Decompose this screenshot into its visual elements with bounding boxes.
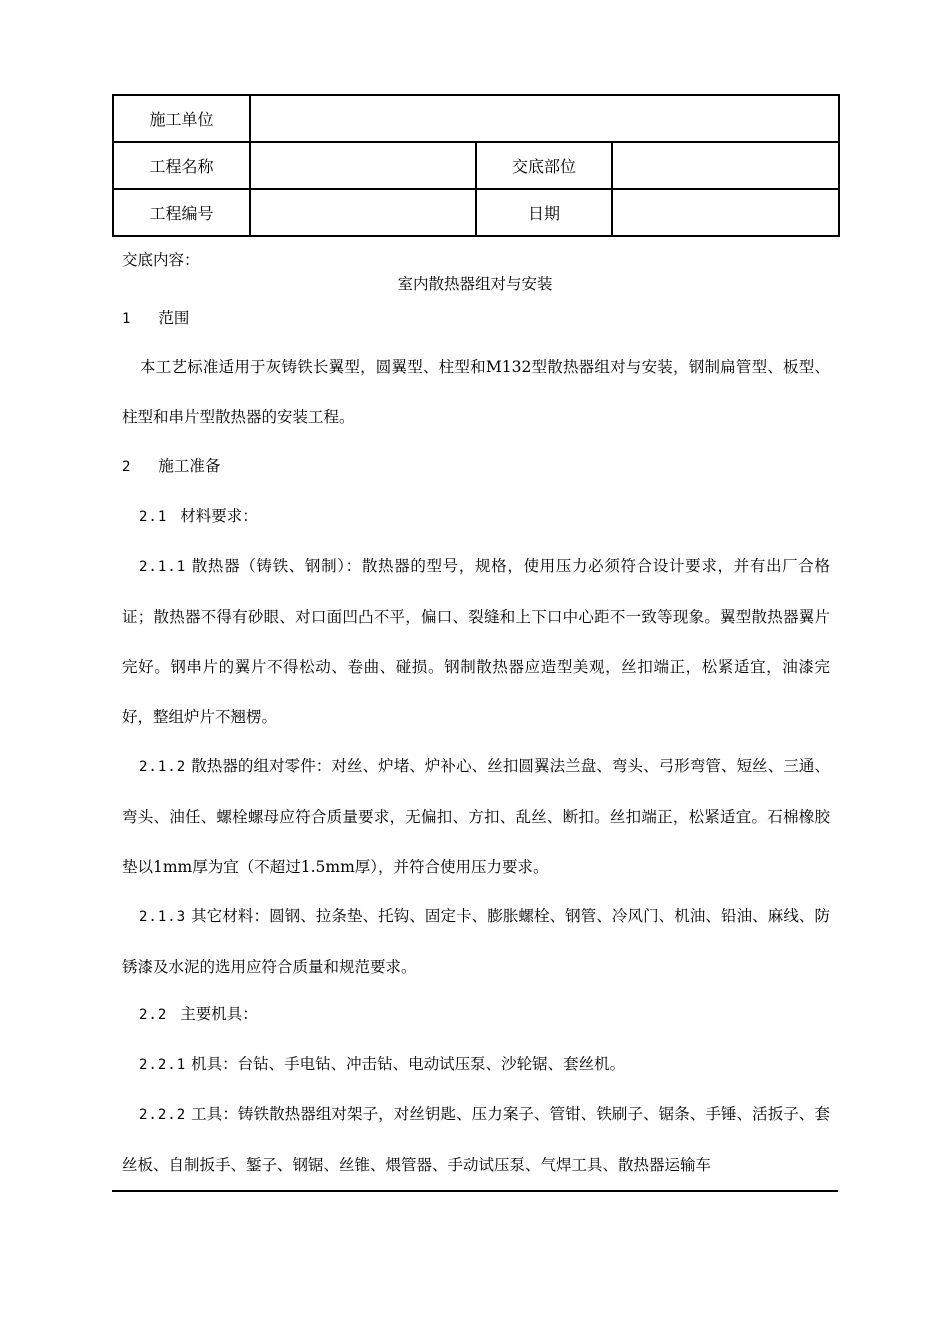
section-title: 材料要求： (180, 507, 258, 525)
handover-location-value (612, 142, 839, 189)
section-2-1-heading (139, 506, 258, 527)
project-name-label: 工程名称 (113, 142, 250, 189)
section-2-1-1-paragraph (122, 541, 830, 742)
section-number: 2.1 (139, 509, 168, 525)
section-2-1-3-paragraph (122, 891, 830, 992)
section-number: 2.1.1 (139, 559, 187, 575)
section-number: 2.2 (139, 1007, 168, 1023)
project-number-value (250, 189, 476, 236)
project-number-label: 工程编号 (113, 189, 250, 236)
section-number: 2.2.1 (139, 1057, 187, 1073)
construction-unit-value (250, 95, 839, 142)
section-title: 主要机具： (180, 1005, 258, 1023)
project-name-value (250, 142, 476, 189)
table-row (113, 142, 839, 189)
section-number: 2.2.2 (139, 1107, 187, 1123)
section-1-heading (122, 308, 189, 329)
section-number: 2 (122, 459, 132, 475)
paragraph-text: 工具：铸铁散热器组对架子，对丝钥匙、压力案子、管钳、铁刷子、锯条、手锤、活扳子、套丝板、自制扳手、錾子、钢锯、丝锥、煨管器、手动试压泵、气焊工具、散热器运输车 (122, 1105, 830, 1174)
section-title: 施工准备 (158, 457, 221, 475)
table-row (113, 95, 839, 142)
section-2-2-1-paragraph (122, 1039, 830, 1090)
document-title: 室内散热器组对与安装 (397, 275, 553, 293)
section-2-2-2-paragraph (122, 1089, 830, 1190)
section-number: 2.1.3 (139, 909, 187, 925)
paragraph-text: 机具：台钻、手电钻、冲击钻、电动试压泵、沙轮锯、套丝机。 (191, 1055, 626, 1073)
footer-divider (112, 1190, 838, 1192)
table-row (113, 189, 839, 236)
handover-location-label: 交底部位 (476, 142, 612, 189)
section-number: 2.1.2 (139, 759, 187, 775)
section-number: 1 (122, 311, 132, 327)
date-label: 日期 (476, 189, 612, 236)
section-title: 范围 (158, 309, 190, 327)
section-2-1-2-paragraph (122, 741, 830, 892)
paragraph-text: 散热器（铸铁、钢制）：散热器的型号，规格，使用压力必须符合设计要求，并有出厂合格证；散热器不得有砂眼、对口面凹凸不平，偏口、裂缝和上下口中心距不一致等现象。翼型散热器翼片完好。钢串片的翼片不得松动、卷曲、碰损。钢制散热器应造型美观，丝扣端正，松紧适宜，油漆完好，整组炉片不翘楞。 (122, 557, 830, 726)
section-2-2-heading (139, 1004, 258, 1025)
paragraph-text: 其它材料：圆钢、拉条垫、托钩、固定卡、膨胀螺栓、钢管、冷风门、机油、铅油、麻线、防锈漆及水泥的选用应符合质量和规范要求。 (122, 907, 830, 976)
paragraph-text: 散热器的组对零件：对丝、炉堵、炉补心、丝扣圆翼法兰盘、弯头、弓形弯管、短丝、三通、弯头、油任、螺栓螺母应符合质量要求，无偏扣、方扣、乱丝、断扣。丝扣端正，松紧适宜。石棉橡胶垫以1mm厚为宜（不超过1.5mm厚），并符合使用压力要求。 (122, 757, 830, 876)
date-value (612, 189, 839, 236)
header-info-table (112, 94, 840, 237)
section-1-body: 本工艺标准适用于灰铸铁长翼型，圆翼型、柱型和M132型散热器组对与安装，钢制扁管型、板型、柱型和串片型散热器的安装工程。 (122, 358, 830, 426)
content-label: 交底内容： (122, 251, 200, 269)
construction-unit-label: 施工单位 (113, 95, 250, 142)
section-2-heading (122, 456, 220, 477)
